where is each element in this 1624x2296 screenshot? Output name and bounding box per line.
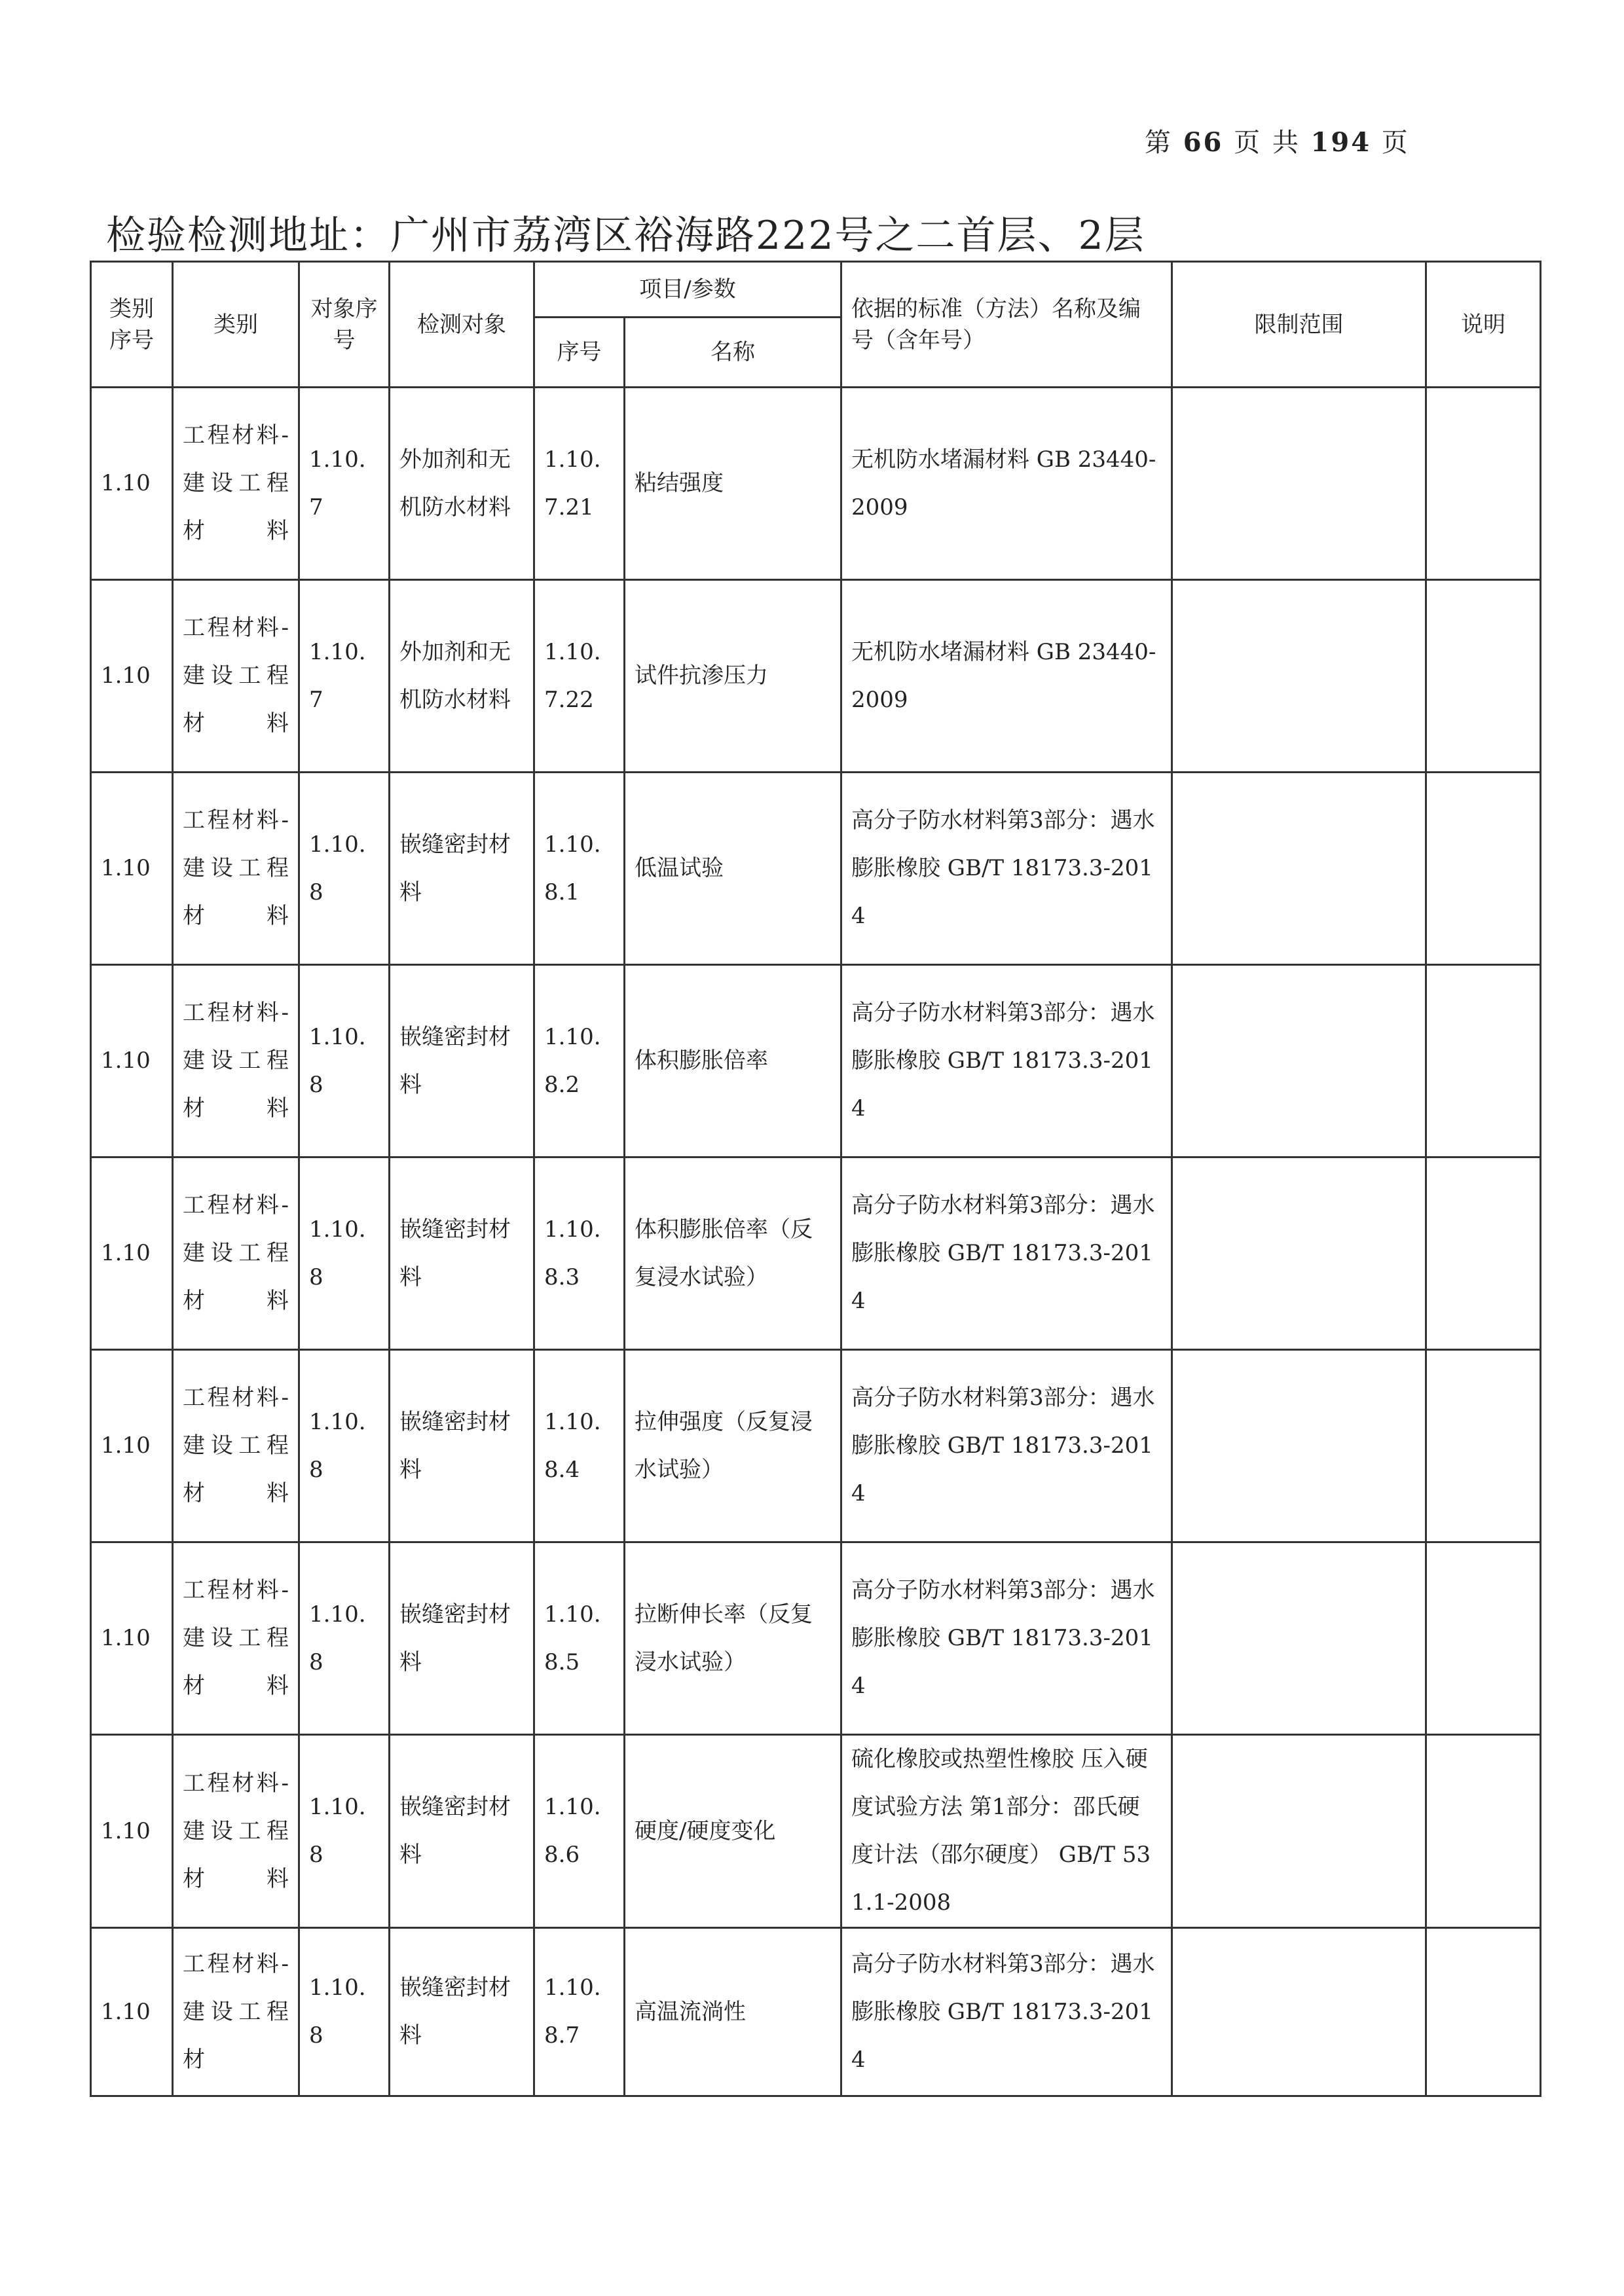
cell-category-text: 工程材料-建设工程材料 — [183, 1770, 289, 1892]
cell-param-no — [534, 1542, 625, 1735]
total-pages: 194 — [1310, 127, 1372, 158]
cell-note — [1426, 773, 1541, 965]
cell-param-name — [625, 1928, 841, 2096]
cell-object — [390, 965, 534, 1157]
cell-note — [1426, 1157, 1541, 1350]
cell-limit — [1172, 1350, 1426, 1542]
cell-param-no-text: 1.10.8.7 — [544, 1975, 601, 2049]
cell-param-no — [534, 1735, 625, 1928]
cell-category-no — [91, 1735, 173, 1928]
cell-category-text: 工程材料-建设工程材料 — [183, 422, 289, 544]
cell-object-no-text: 1.10.8 — [309, 1408, 366, 1483]
cell-object — [390, 580, 534, 773]
header-params: 项目/参数 — [534, 262, 841, 318]
header-object-no: 对象序号 — [299, 262, 390, 388]
cell-category-no — [91, 1542, 173, 1735]
cell-category-no — [91, 965, 173, 1157]
cell-category-text: 工程材料-建设工程材料 — [183, 1577, 289, 1699]
cell-standard-text: 无机防水堵漏材料 GB 23440-2009 — [851, 638, 1156, 713]
cell-category-no — [91, 1157, 173, 1350]
header-category-no: 类别序号 — [91, 262, 173, 388]
cell-object-text: 外加剂和无机防水材料 — [399, 446, 511, 520]
cell-standard-text: 高分子防水材料第3部分：遇水膨胀橡胶 GB/T 18173.3-2014 — [851, 1950, 1155, 2073]
cell-object-no — [299, 1542, 390, 1735]
table-row — [91, 1735, 1541, 1928]
cell-standard-text: 无机防水堵漏材料 GB 23440-2009 — [851, 446, 1156, 520]
header-note: 说明 — [1426, 262, 1541, 388]
cell-param-no — [534, 1157, 625, 1350]
cell-category — [173, 1157, 299, 1350]
page-prefix: 第 — [1145, 128, 1173, 158]
cell-limit — [1172, 580, 1426, 773]
cell-category-no-text: 1.10 — [101, 663, 151, 689]
cell-category-no-text: 1.10 — [101, 855, 151, 881]
cell-category-text: 工程材料-建设工程材料 — [183, 1000, 289, 1121]
page-number — [1145, 122, 1410, 159]
cell-standard-text: 硫化橡胶或热塑性橡胶 压入硬度试验方法 第1部分：邵氏硬度计法（邵尔硬度） GB/T 531.1-2008 — [851, 1746, 1151, 1916]
cell-param-name-text: 体积膨胀倍率（反复浸水试验） — [635, 1216, 813, 1290]
cell-standard — [841, 1735, 1172, 1928]
cell-param-name — [625, 773, 841, 965]
cell-limit — [1172, 1928, 1426, 2096]
cell-object-no — [299, 1350, 390, 1542]
cell-param-no-text: 1.10.8.2 — [544, 1023, 601, 1098]
cell-note — [1426, 965, 1541, 1157]
inspection-address: 检验检测地址：广州市荔湾区裕海路222号之二首层、2层 — [106, 213, 1145, 259]
cell-standard — [841, 1928, 1172, 2096]
cell-limit — [1172, 1542, 1426, 1735]
cell-limit — [1172, 773, 1426, 965]
cell-param-no-text: 1.10.7.22 — [544, 638, 601, 713]
header-object: 检测对象 — [390, 262, 534, 388]
cell-category-no-text: 1.10 — [101, 1625, 151, 1651]
cell-object-text: 嵌缝密封材料 — [399, 1794, 511, 1868]
header-param-no: 序号 — [534, 318, 625, 388]
cell-category — [173, 773, 299, 965]
cell-param-no-text: 1.10.8.5 — [544, 1601, 601, 1675]
cell-object-no — [299, 580, 390, 773]
cell-category-text: 工程材料-建设工程材料 — [183, 615, 289, 737]
cell-param-name-text: 拉断伸长率（反复浸水试验） — [635, 1601, 813, 1675]
cell-category-no-text: 1.10 — [101, 1048, 151, 1074]
cell-standard — [841, 965, 1172, 1157]
cell-standard-text: 高分子防水材料第3部分：遇水膨胀橡胶 GB/T 18173.3-2014 — [851, 1385, 1155, 1506]
table-row — [91, 1157, 1541, 1350]
cell-note — [1426, 388, 1541, 580]
cell-object-no — [299, 965, 390, 1157]
cell-category — [173, 580, 299, 773]
cell-param-name — [625, 388, 841, 580]
cell-object-no-text: 1.10.7 — [309, 446, 366, 520]
cell-object-text: 嵌缝密封材料 — [399, 1216, 511, 1290]
cell-category-no-text: 1.10 — [101, 1998, 151, 2025]
cell-object-text: 嵌缝密封材料 — [399, 1408, 511, 1483]
cell-standard-text: 高分子防水材料第3部分：遇水膨胀橡胶 GB/T 18173.3-2014 — [851, 1577, 1155, 1699]
cell-param-no — [534, 965, 625, 1157]
cell-category-no — [91, 773, 173, 965]
cell-param-no-text: 1.10.8.3 — [544, 1216, 601, 1290]
table-row — [91, 773, 1541, 965]
cell-param-name-text: 硬度/硬度变化 — [635, 1817, 776, 1844]
header-standard: 依据的标准（方法）名称及编号（含年号） — [841, 262, 1172, 388]
cell-object-no — [299, 1928, 390, 2096]
table-body — [91, 388, 1541, 2096]
header-param-name: 名称 — [625, 318, 841, 388]
cell-object-text: 外加剂和无机防水材料 — [399, 638, 511, 713]
cell-object-no-text: 1.10.8 — [309, 1216, 366, 1290]
cell-param-name — [625, 965, 841, 1157]
cell-param-name — [625, 1350, 841, 1542]
cell-object-no-text: 1.10.8 — [309, 1794, 366, 1868]
cell-limit — [1172, 388, 1426, 580]
cell-object — [390, 1542, 534, 1735]
cell-object-no — [299, 1735, 390, 1928]
cell-object-no-text: 1.10.8 — [309, 1975, 366, 2049]
cell-object-no-text: 1.10.8 — [309, 1601, 366, 1675]
cell-object — [390, 1928, 534, 2096]
cell-object — [390, 1350, 534, 1542]
cell-param-no — [534, 1928, 625, 2096]
cell-note — [1426, 1928, 1541, 2096]
cell-object — [390, 388, 534, 580]
cell-standard-text: 高分子防水材料第3部分：遇水膨胀橡胶 GB/T 18173.3-2014 — [851, 1192, 1155, 1314]
cell-param-name-text: 粘结强度 — [635, 470, 724, 496]
cell-category-text: 工程材料-建设工程材 — [183, 1950, 289, 2073]
cell-param-no — [534, 773, 625, 965]
cell-category — [173, 1542, 299, 1735]
cell-param-no-text: 1.10.8.1 — [544, 831, 601, 905]
cell-note — [1426, 1542, 1541, 1735]
current-page: 66 — [1183, 127, 1224, 158]
cell-note — [1426, 580, 1541, 773]
cell-object — [390, 773, 534, 965]
page-suffix: 页 — [1381, 128, 1410, 158]
cell-limit — [1172, 965, 1426, 1157]
cell-category-text: 工程材料-建设工程材料 — [183, 1385, 289, 1506]
table-row — [91, 580, 1541, 773]
cell-category-no — [91, 1928, 173, 2096]
page-middle: 页 共 — [1234, 128, 1301, 158]
cell-object-no — [299, 773, 390, 965]
cell-category — [173, 965, 299, 1157]
cell-category — [173, 1735, 299, 1928]
table-row — [91, 1542, 1541, 1735]
cell-object-no — [299, 388, 390, 580]
cell-note — [1426, 1350, 1541, 1542]
cell-param-no — [534, 1350, 625, 1542]
table-row — [91, 965, 1541, 1157]
cell-param-name-text: 拉伸强度（反复浸水试验） — [635, 1408, 813, 1483]
cell-category-no — [91, 388, 173, 580]
cell-standard — [841, 580, 1172, 773]
cell-param-no — [534, 580, 625, 773]
cell-standard — [841, 1350, 1172, 1542]
cell-param-name — [625, 580, 841, 773]
cell-category — [173, 1928, 299, 2096]
table-row — [91, 1350, 1541, 1542]
cell-category-no — [91, 580, 173, 773]
cell-object-no-text: 1.10.7 — [309, 638, 366, 713]
cell-object-text: 嵌缝密封材料 — [399, 1023, 511, 1098]
cell-param-no-text: 1.10.8.4 — [544, 1408, 601, 1483]
table-row — [91, 1928, 1541, 2096]
cell-object — [390, 1157, 534, 1350]
cell-category-text: 工程材料-建设工程材料 — [183, 1192, 289, 1314]
cell-param-no-text: 1.10.8.6 — [544, 1794, 601, 1868]
cell-standard-text: 高分子防水材料第3部分：遇水膨胀橡胶 GB/T 18173.3-2014 — [851, 1000, 1155, 1121]
cell-object — [390, 1735, 534, 1928]
cell-standard — [841, 1542, 1172, 1735]
cell-object-no — [299, 1157, 390, 1350]
cell-limit — [1172, 1157, 1426, 1350]
cell-param-no — [534, 388, 625, 580]
cell-param-name-text: 试件抗渗压力 — [635, 663, 768, 689]
cell-standard-text: 高分子防水材料第3部分：遇水膨胀橡胶 GB/T 18173.3-2014 — [851, 807, 1155, 929]
cell-param-name — [625, 1157, 841, 1350]
cell-standard — [841, 388, 1172, 580]
cell-category-text: 工程材料-建设工程材料 — [183, 807, 289, 929]
cell-standard — [841, 1157, 1172, 1350]
cell-limit — [1172, 1735, 1426, 1928]
cell-object-text: 嵌缝密封材料 — [399, 1601, 511, 1675]
cell-category-no-text: 1.10 — [101, 1817, 151, 1844]
cell-object-text: 嵌缝密封材料 — [399, 831, 511, 905]
cell-standard — [841, 773, 1172, 965]
header-limit: 限制范围 — [1172, 262, 1426, 388]
cell-category-no — [91, 1350, 173, 1542]
cell-param-name — [625, 1735, 841, 1928]
table-row — [91, 388, 1541, 580]
cell-category-no-text: 1.10 — [101, 470, 151, 496]
cell-category-no-text: 1.10 — [101, 1432, 151, 1459]
cell-param-name-text: 体积膨胀倍率 — [635, 1048, 768, 1074]
inspection-table — [90, 261, 1541, 2097]
cell-param-no-text: 1.10.7.21 — [544, 446, 601, 520]
header-category: 类别 — [173, 262, 299, 388]
cell-param-name — [625, 1542, 841, 1735]
cell-object-no-text: 1.10.8 — [309, 1023, 366, 1098]
cell-category — [173, 1350, 299, 1542]
cell-category-no-text: 1.10 — [101, 1240, 151, 1266]
cell-object-text: 嵌缝密封材料 — [399, 1975, 511, 2049]
cell-param-name-text: 低温试验 — [635, 855, 724, 881]
cell-param-name-text: 高温流淌性 — [635, 1998, 746, 2025]
cell-object-no-text: 1.10.8 — [309, 831, 366, 905]
cell-category — [173, 388, 299, 580]
cell-note — [1426, 1735, 1541, 1928]
